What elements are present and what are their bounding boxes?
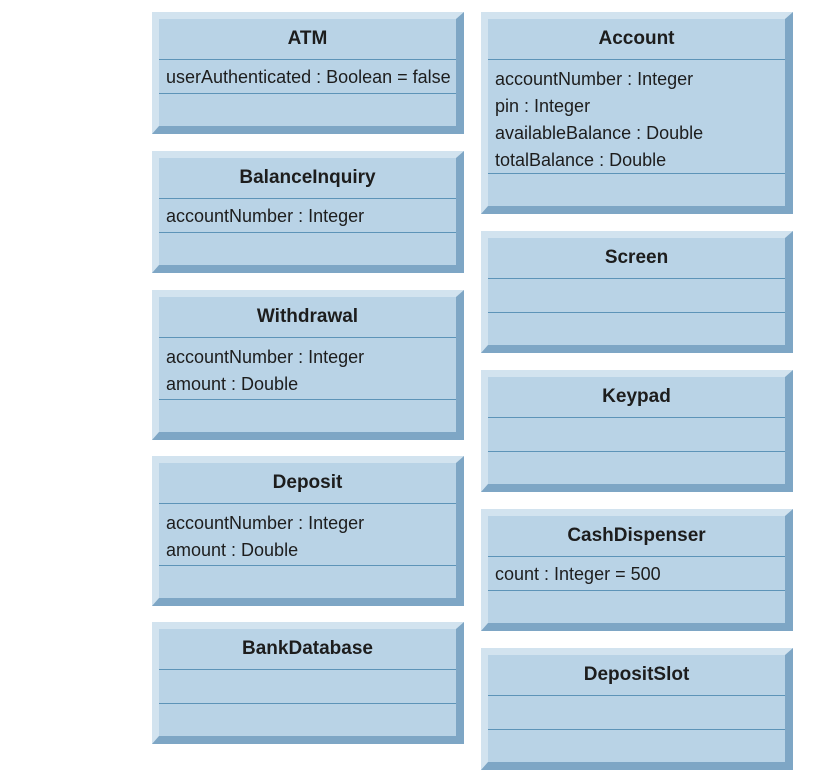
attribute: userAuthenticated : Boolean = false [166, 67, 451, 87]
class-atm [152, 12, 464, 134]
attributes-compartment [159, 60, 456, 94]
class-screen [481, 231, 793, 353]
class-name: Withdrawal [159, 297, 456, 338]
attribute: count : Integer = 500 [495, 564, 661, 584]
class-name: BankDatabase [159, 629, 456, 670]
operations-compartment [488, 313, 785, 347]
class-name: Deposit [159, 463, 456, 504]
attributes-compartment [159, 338, 456, 400]
attribute: accountNumber : Integer [166, 206, 365, 226]
attribute: amount : Double [166, 540, 299, 560]
attributes-compartment [488, 279, 785, 313]
operations-compartment [159, 400, 456, 434]
class-name: CashDispenser [488, 516, 785, 557]
class-balance-inquiry [152, 151, 464, 273]
class-name: Keypad [488, 377, 785, 418]
attribute: availableBalance : Double [495, 123, 704, 143]
class-withdrawal [152, 290, 464, 440]
class-name: ATM [159, 19, 456, 60]
attribute: totalBalance : Double [495, 150, 667, 170]
attributes-compartment [488, 557, 785, 591]
operations-compartment [488, 591, 785, 625]
class-account [481, 12, 793, 214]
class-cash-dispenser [481, 509, 793, 631]
class-deposit [152, 456, 464, 606]
operations-compartment [488, 174, 785, 208]
attribute: pin : Integer [495, 96, 591, 116]
class-bank-database [152, 622, 464, 744]
operations-compartment [488, 730, 785, 764]
attributes-compartment [159, 504, 456, 566]
attribute: accountNumber : Integer [166, 347, 365, 367]
class-name: BalanceInquiry [159, 158, 456, 199]
operations-compartment [159, 566, 456, 600]
class-name: Screen [488, 238, 785, 279]
attributes-compartment [488, 696, 785, 730]
attributes-compartment [159, 199, 456, 233]
attributes-compartment [488, 418, 785, 452]
class-name: DepositSlot [488, 655, 785, 696]
attribute: accountNumber : Integer [495, 69, 694, 89]
class-deposit-slot [481, 648, 793, 770]
operations-compartment [159, 704, 456, 738]
operations-compartment [488, 452, 785, 486]
operations-compartment [159, 233, 456, 267]
class-name: Account [488, 19, 785, 60]
attributes-compartment [488, 60, 785, 174]
attribute: amount : Double [166, 374, 299, 394]
class-keypad [481, 370, 793, 492]
attributes-compartment [159, 670, 456, 704]
attribute: accountNumber : Integer [166, 513, 365, 533]
operations-compartment [159, 94, 456, 128]
